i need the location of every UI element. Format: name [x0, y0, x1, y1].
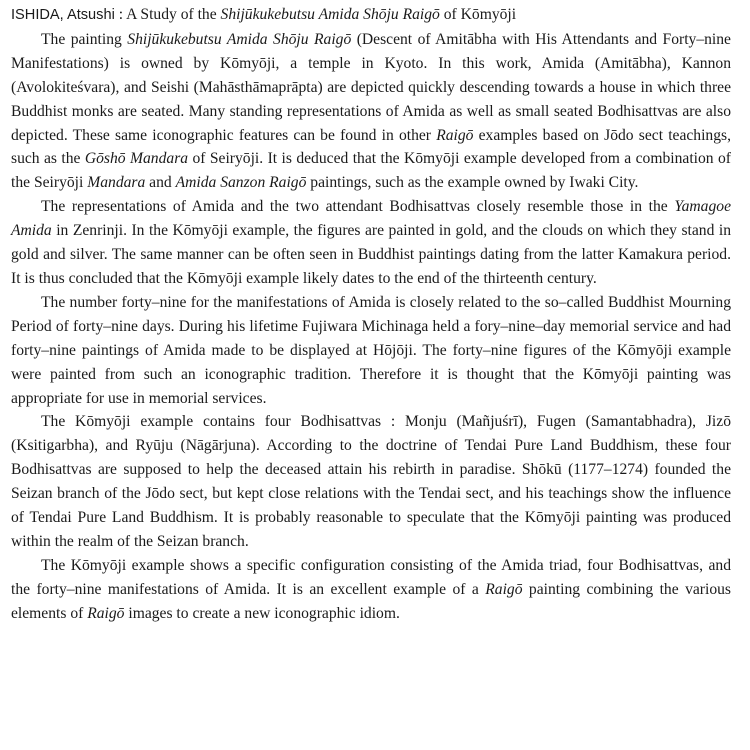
italic-term: Raigō [436, 126, 474, 144]
abstract-body [11, 28, 731, 626]
italic-term: Raigō [485, 580, 523, 598]
article-title [11, 3, 731, 28]
text-run: The representations of Amida and the two attendant Bodhisattvas closely resemble those in the [41, 198, 675, 216]
text-run: and [145, 174, 176, 192]
text-run: of Seiryōji. It is deduced that the Kōmyōji example developed from a combination of the Seiryōji [11, 150, 731, 192]
italic-term: Shijūkukebutsu Amida Shōju Raigō [127, 30, 352, 48]
text-run: images to create a new iconographic idiom. [124, 604, 400, 622]
title-suffix: of Kōmyōji [439, 6, 517, 23]
text-run: The Kōmyōji example contains four Bodhisattvas : Monju (Mañjuśrī), Fugen (Samantabhadra), Jizō (Ksitigarbha), and Ryūju (Nāgārjuna). According to the doctrine of Tendai Pure Land Buddhism, these four Bodhisattvas are supposed to help the deceased attain his rebirth in paradise. Shōkū (1177–1274) founded the Seizan branch of the Jōdo sect, but kept close relations with the Tendai sect, and his teachings show the influence of Tendai Pure Land Buddhism. It is probably reasonable to speculate that the Kōmyōji painting was produced within the realm of the Seizan branch. [11, 413, 731, 550]
text-run: in Zenrinji. In the Kōmyōji example, the figures are painted in gold, and the clouds on which they stand in gold and silver. The same manner can be often seen in Buddhist paintings dating from the latter Kamakura period. It is thus concluded that the Kōmyōji example likely dates to the end of the thirteenth century. [11, 222, 731, 287]
italic-term: Amida Sanzon Raigō [175, 174, 307, 192]
title-separator: : [114, 6, 127, 23]
paragraph-5 [11, 554, 731, 626]
title-prefix: A Study of the [126, 6, 221, 23]
text-run: painting combining the various elements of [11, 580, 731, 622]
paragraph-1 [11, 28, 731, 195]
author-name: ISHIDA, Atsushi [11, 7, 115, 23]
italic-term: Gōshō Mandara [84, 150, 189, 168]
paragraph-4 [11, 410, 731, 553]
paragraph-2 [11, 195, 731, 291]
italic-term: Yamagoe Amida [11, 198, 731, 240]
text-run: The Kōmyōji example shows a specific configuration consisting of the Amida triad, four Bodhisattvas, and the forty–nine manifestations of Amida. It is an excellent example of a [11, 556, 731, 598]
text-run: (Descent of Amitābha with His Attendants and Forty–nine Manifestations) is owned by Kōmyōji, a temple in Kyoto. In this work, Amida (Amitābha), Kannon (Avolokiteśvara), and Seishi (Mahāsthāmaprāpta) are depicted quickly descending towards a house in which three Buddhist monks are seated. Many standing representations of Amida as well as small seated Bodhisattvas are also depicted. These same iconographic features can be found in other [11, 30, 731, 144]
paragraph-3 [11, 291, 731, 411]
text-run: paintings, such as the example owned by Iwaki City. [306, 174, 639, 192]
italic-term: Raigō [87, 604, 125, 622]
title-work: Shijūkukebutsu Amida Shōju Raigō [220, 6, 440, 23]
italic-term: Mandara [87, 174, 146, 192]
document-page [11, 3, 731, 626]
text-run: The painting [41, 30, 128, 48]
text-run: examples based on Jōdo sect teachings, such as the [11, 126, 731, 168]
text-run: The number forty–nine for the manifestations of Amida is closely related to the so–called Buddhist Mourning Period of forty–nine days. During his lifetime Fujiwara Michinaga held a fory–nine–day memorial service and had forty–nine paintings of Amida made to be displayed at Hōjōji. The forty–nine figures of the Kōmyōji example were painted from such an iconographic tradition. Therefore it is thought that the Kōmyōji painting was appropriate for use in memorial services. [11, 293, 731, 407]
